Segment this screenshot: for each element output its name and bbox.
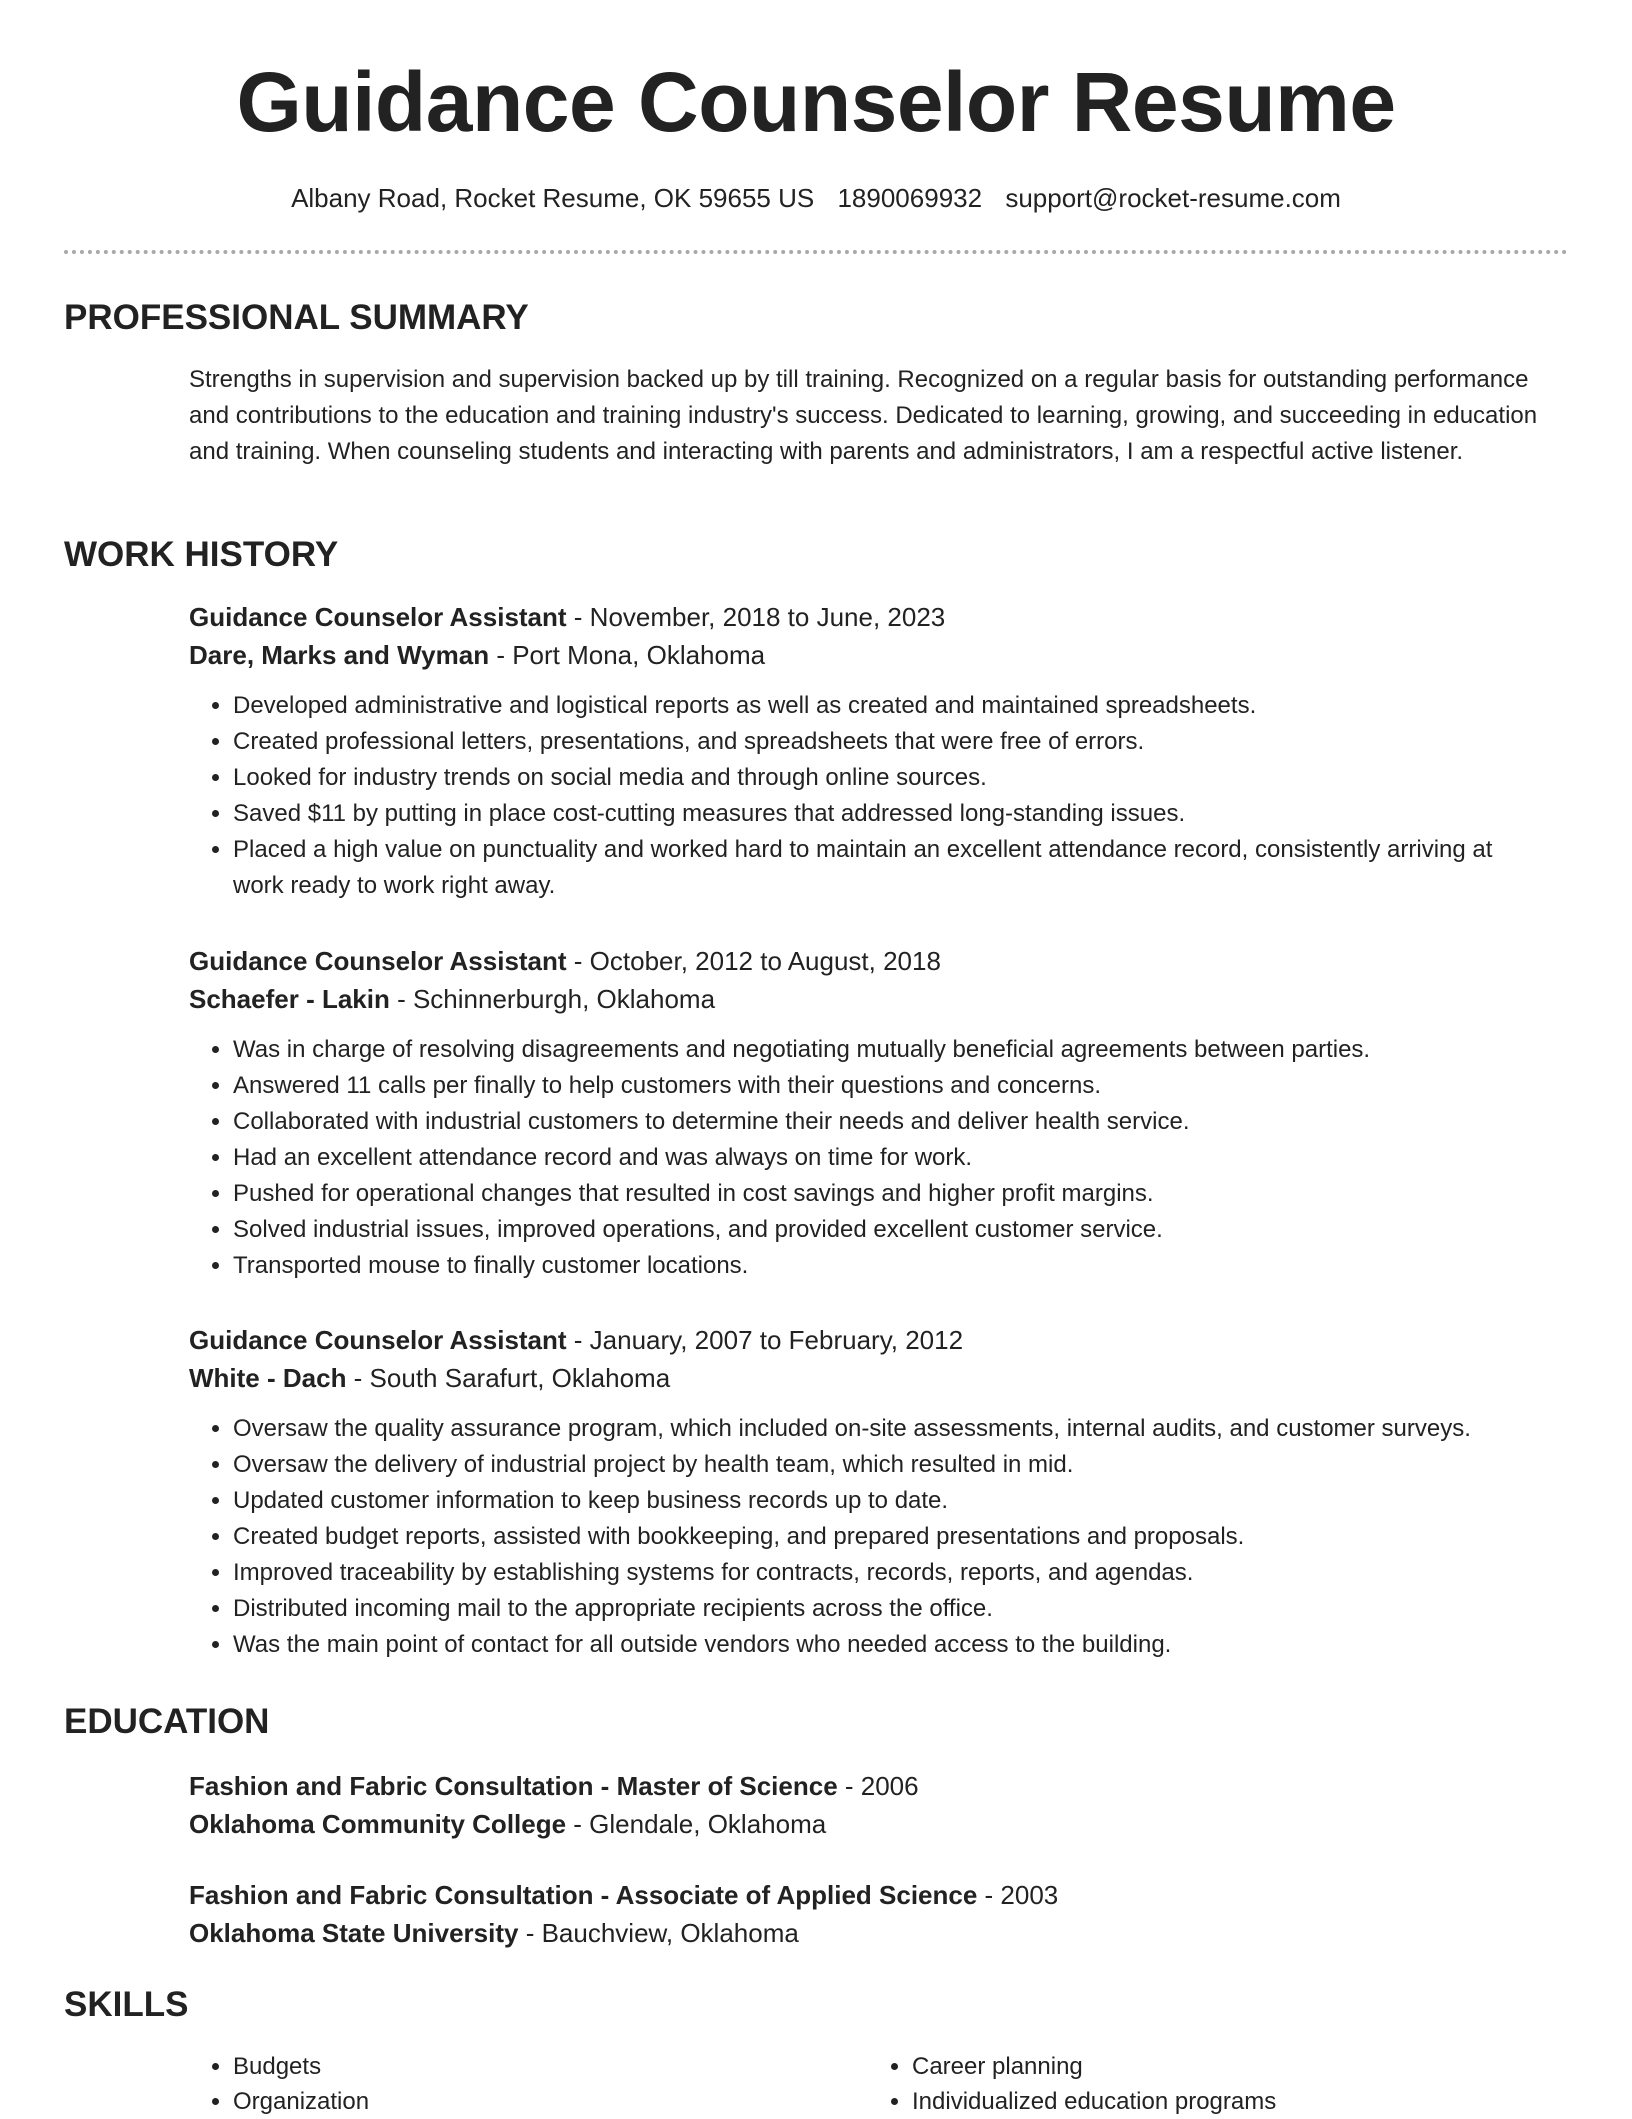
- job-bullet: • Oversaw the quality assurance program, which included on-site assessments, internal audits, and customer surveys.: [233, 1411, 1549, 1447]
- education-degree-line: [189, 1767, 1549, 1805]
- summary-heading: PROFESSIONAL SUMMARY: [64, 298, 529, 337]
- skills-column-right: [868, 2049, 1508, 2119]
- education-school: Oklahoma Community College: [189, 1809, 567, 1839]
- skills-list: [868, 2049, 1508, 2119]
- job-bullet: • Was in charge of resolving disagreements and negotiating mutually beneficial agreements between parties.: [233, 1032, 1549, 1068]
- contact-address: Albany Road, Rocket Resume, OK 59655 US: [291, 183, 815, 213]
- job-bullet: • Placed a high value on punctuality and worked hard to maintain an excellent attendance record, consistently arriving at work ready to work right away.: [233, 832, 1549, 904]
- skill-item: • Individualized education programs: [912, 2084, 1508, 2119]
- job-bullet: • Answered 11 calls per finally to help customers with their questions and concerns.: [233, 1068, 1549, 1104]
- resume-title: Guidance Counselor Resume: [236, 55, 1396, 149]
- work-history-heading: WORK HISTORY: [64, 535, 339, 574]
- skill-item: • Career planning: [912, 2049, 1508, 2084]
- job-bullet: • Saved $11 by putting in place cost-cutting measures that addressed long-standing issues.: [233, 796, 1549, 832]
- job-location: - Schinnerburgh, Oklahoma: [389, 984, 716, 1014]
- header-divider: [64, 250, 1568, 254]
- job-bullet: • Was the main point of contact for all outside vendors who needed access to the building.: [233, 1627, 1549, 1663]
- education-school-line: [189, 1914, 1549, 1952]
- education-year: - 2006: [837, 1771, 919, 1801]
- job-company-line: [189, 1359, 1549, 1397]
- job-bullet: • Created professional letters, presentations, and spreadsheets that were free of errors.: [233, 724, 1549, 760]
- job-company: White - Dach: [189, 1363, 347, 1393]
- education-degree: Fashion and Fabric Consultation - Master of Science: [189, 1771, 838, 1801]
- contact-phone: 1890069932: [837, 183, 983, 213]
- job-dates: - October, 2012 to August, 2018: [566, 946, 941, 976]
- education-school: Oklahoma State University: [189, 1918, 519, 1948]
- job-role-line: [189, 598, 1549, 636]
- skills-list: [189, 2049, 829, 2119]
- job-bullet: • Developed administrative and logistical reports as well as created and maintained spreadsheets.: [233, 688, 1549, 724]
- job-entry: [189, 1321, 1549, 1663]
- education-location: - Glendale, Oklahoma: [566, 1809, 827, 1839]
- job-company-line: [189, 636, 1549, 674]
- job-entry: [189, 598, 1549, 904]
- skills-column-left: [189, 2049, 829, 2119]
- education-entry: [189, 1767, 1549, 1843]
- job-bullet: • Collaborated with industrial customers to determine their needs and deliver health service.: [233, 1104, 1549, 1140]
- job-dates: - January, 2007 to February, 2012: [566, 1325, 964, 1355]
- job-bullet: • Pushed for operational changes that resulted in cost savings and higher profit margins.: [233, 1176, 1549, 1212]
- education-year: - 2003: [977, 1880, 1059, 1910]
- job-bullet: • Solved industrial issues, improved operations, and provided excellent customer service.: [233, 1212, 1549, 1248]
- summary-block: [189, 362, 1549, 470]
- job-bullets: [189, 1032, 1549, 1284]
- education-degree-line: [189, 1876, 1549, 1914]
- education-heading: EDUCATION: [64, 1702, 270, 1741]
- education-school-line: [189, 1805, 1549, 1843]
- job-location: - Port Mona, Oklahoma: [489, 640, 766, 670]
- skills-heading: SKILLS: [64, 1985, 189, 2024]
- contact-line: [0, 180, 1632, 216]
- job-bullets: [189, 688, 1549, 904]
- job-title: Guidance Counselor Assistant: [189, 602, 567, 632]
- contact-email[interactable]: support@rocket-resume.com: [1005, 183, 1341, 213]
- job-company: Schaefer - Lakin: [189, 984, 390, 1014]
- skill-item: • Organization: [233, 2084, 829, 2119]
- skill-item: • Budgets: [233, 2049, 829, 2084]
- job-bullet: • Looked for industry trends on social media and through online sources.: [233, 760, 1549, 796]
- job-bullet: • Had an excellent attendance record and was always on time for work.: [233, 1140, 1549, 1176]
- summary-text: Strengths in supervision and supervision backed up by till training. Recognized on a regular basis for outstanding performance and contributions to the education and training industry's success. Dedicated to learning, growing, and succeeding in education and training. When counseling students and interacting with parents and administrators, I am a respectful active listener.: [189, 366, 1538, 465]
- job-dates: - November, 2018 to June, 2023: [566, 602, 946, 632]
- job-title: Guidance Counselor Assistant: [189, 1325, 567, 1355]
- job-bullet: • Improved traceability by establishing systems for contracts, records, reports, and agendas.: [233, 1555, 1549, 1591]
- job-company: Dare, Marks and Wyman: [189, 640, 490, 670]
- job-entry: [189, 942, 1549, 1284]
- education-entry: [189, 1876, 1549, 1952]
- job-company-line: [189, 980, 1549, 1018]
- job-bullets: [189, 1411, 1549, 1663]
- education-degree: Fashion and Fabric Consultation - Associate of Applied Science: [189, 1880, 978, 1910]
- job-title: Guidance Counselor Assistant: [189, 946, 567, 976]
- job-role-line: [189, 1321, 1549, 1359]
- job-bullet: • Distributed incoming mail to the appropriate recipients across the office.: [233, 1591, 1549, 1627]
- job-role-line: [189, 942, 1549, 980]
- job-bullet: • Oversaw the delivery of industrial project by health team, which resulted in mid.: [233, 1447, 1549, 1483]
- job-bullet: • Transported mouse to finally customer locations.: [233, 1248, 1549, 1284]
- job-bullet: • Updated customer information to keep business records up to date.: [233, 1483, 1549, 1519]
- job-location: - South Sarafurt, Oklahoma: [346, 1363, 671, 1393]
- education-location: - Bauchview, Oklahoma: [518, 1918, 799, 1948]
- job-bullet: • Created budget reports, assisted with bookkeeping, and prepared presentations and proposals.: [233, 1519, 1549, 1555]
